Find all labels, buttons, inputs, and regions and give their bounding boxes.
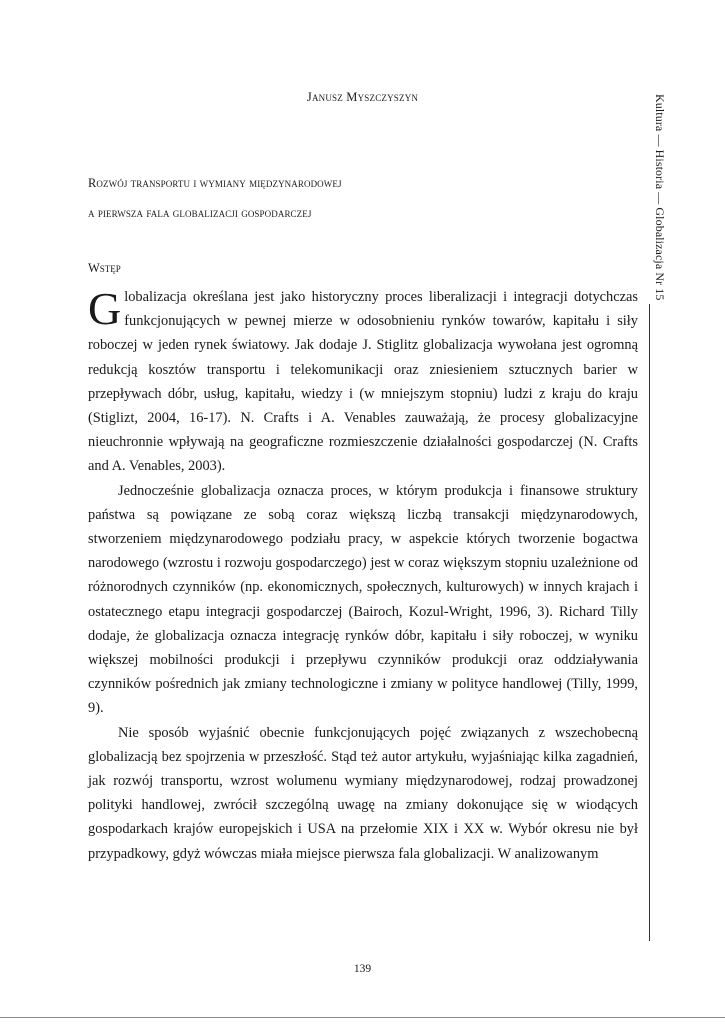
margin-rule xyxy=(649,304,650,941)
section-heading: Wstęp xyxy=(88,261,121,275)
page-number: 139 xyxy=(353,963,372,975)
paragraph-1 xyxy=(88,285,638,479)
paragraph-1-text: lobalizacja określana jest jako historyczny proces liberalizacji i integracji dotychczas funkcjonujących w pewnej mierze w odosobnieniu rynków towarów, kapitału i siły roboczej w jeden rynek światowy. Jak dodaje J. Stiglitz globalizacja wywołana jest ogromną redukcją kosztów transportu i telekomunikacji oraz zniesieniem sztucznych barier w przepływach dóbr, usług, kapitału, wiedzy i (w mniejszym stopniu) ludzi z kraju do kraju (Stiglizt, 2004, 16-17). N. Crafts i A. Venables zauważają, że procesy globalizacyjne nieuchronnie wpływają na geograficzne rozmieszczenie działalności gospodarczej (N. Crafts and A. Venables, 2003). xyxy=(88,289,638,475)
author-name: Janusz Myszczyszyn xyxy=(306,90,419,104)
article-title-line-1: Rozwój transportu i wymiany międzynarodowej xyxy=(88,176,342,190)
article-title-line-2: a pierwsza fala globalizacji gospodarczej xyxy=(88,206,312,220)
body-text xyxy=(88,285,638,866)
running-head: Kultura — Historia — Globalizacja Nr 15 xyxy=(653,94,667,301)
bottom-rule xyxy=(0,1017,725,1018)
drop-cap: G xyxy=(88,283,122,334)
paragraph-2: Jednocześnie globalizacja oznacza proces, w którym produkcja i finansowe struktury państwa są powiązane ze sobą coraz większą liczbą transakcji międzynarodowych, stworzeniem międzynarodowego podziału pracy, w aspekcie których tworzenie bogactwa narodowego (wzrostu i rozwoju gospodarczego) jest w coraz większym stopniu uzależnione od różnorodnych czynników (np. ekonomicznych, społecznych, kulturowych) w innych krajach i ostatecznego etapu integracji gospodarczej (Bairoch, Kozul-Wright, 1996, 3). Richard Tilly dodaje, że globalizacja oznacza integrację rynków dóbr, kapitału i siły roboczej, w wyniku większej mobilności produkcji i przepływu czynników produkcji oraz oddziaływania czynników pośrednich jak zmiany technologiczne i zmiany w polityce handlowej (Tilly, 1999, 9). xyxy=(88,482,638,717)
paragraph-3: Nie sposób wyjaśnić obecnie funkcjonujących pojęć związanych z wszechobecną globalizacją bez spojrzenia w przeszłość. Stąd też autor artykułu, wyjaśniając kilka zagadnień, jak rozwój transportu, wzrost wolumenu wymiany międzynarodowej, rodzaj prowadzonej polityki handlowej, zwrócił szczególną uwagę na zmiany dokonujące się w wiodących gospodarkach krajów europejskich i USA na przełomie XIX i XX w. Wybór okresu nie był przypadkowy, gdyż wówczas miała miejsce pierwsza fala globalizacji. W analizowanym xyxy=(88,724,638,862)
